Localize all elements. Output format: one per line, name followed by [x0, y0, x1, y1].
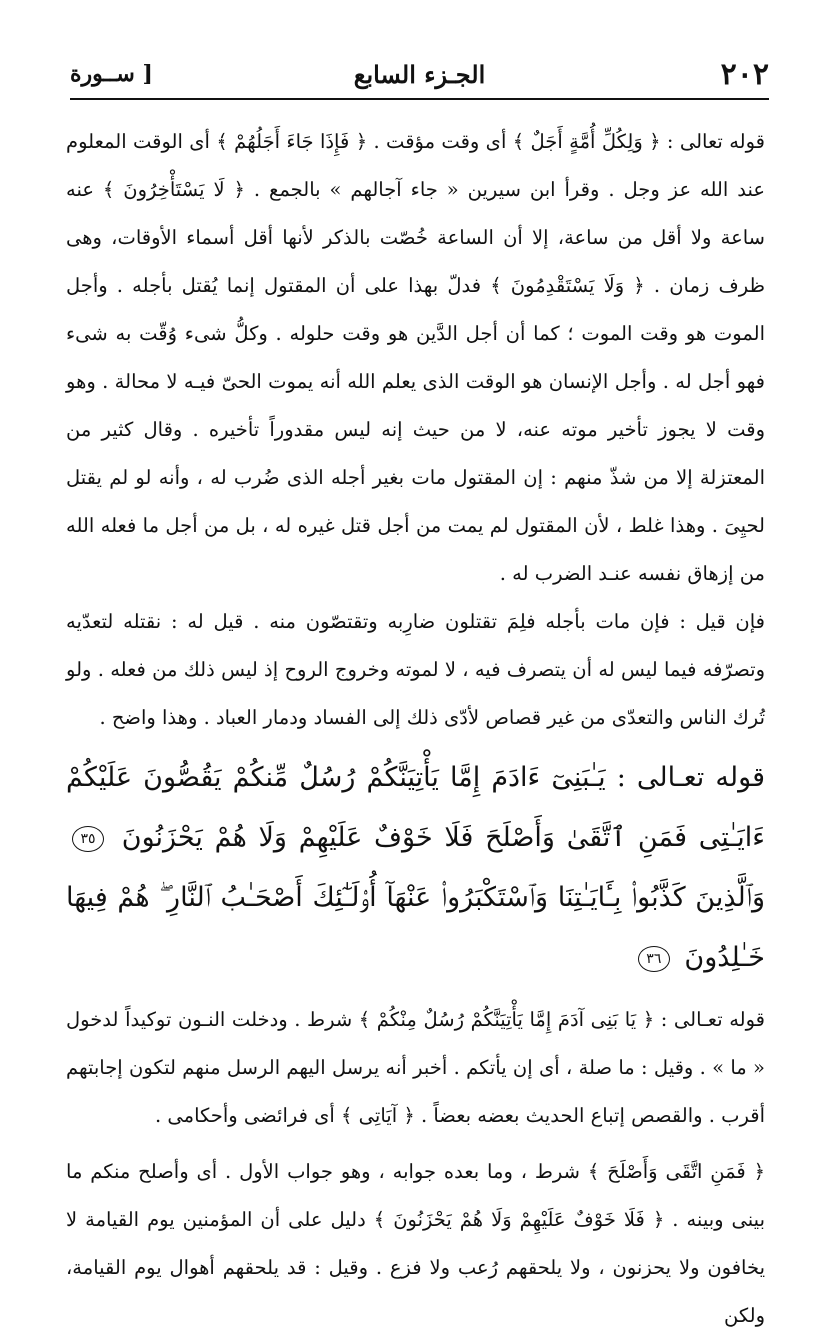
paragraph: قوله تعـالى : ﴿ يَا بَنِى آدَمَ إِمَّا يَأْتِيَنَّكُمْ رُسُلٌ مِنْكُمْ ﴾ شرط . ودخلت النـون توكيداً لدخول « ما » . وقيل : ما صلة ، أى إن يأتكم . أخبر أنه يرسل اليهم الرسل منهم لتكون إجابتهم أقرب . والقصص إتباع الحديث بعضه بعضاً . ﴿ آيَاتِى ﴾ أى فرائضى وأحكامى .	[66, 1008, 765, 1127]
paragraph: ﴿ فَمَنِ اتَّقَى وَأَصْلَحَ ﴾ شرط ، وما بعده جوابه ، وهو جواب الأول . أى وأصلح منكم ما بينى وبينه . ﴿ فَلَا خَوْفٌ عَلَيْهِمْ وَلَا هُمْ يَحْزَنُونَ ﴾ دليل على أن المؤمنين يوم القيامة لا يخافون ولا يحزنون ، ولا يلحقهم رُعب ولا فزع . وقيل : قد يلحقهم أهوال يوم القيامة، ولكن	[66, 1160, 765, 1327]
paragraph: قوله تعالى : ﴿ وَلِكُلِّ أُمَّةٍ أَجَلٌ ﴾ أى وقت مؤقت . ﴿ فَإِذَا جَاءَ أَجَلُهُمْ ﴾ أى الوقت المعلوم عند الله عز وجل . وقرأ ابن سيرين « جاء آجالهم » بالجمع . ﴿ لَا يَسْتَأْخِرُونَ ﴾ عنه ساعة ولا أقل من ساعة، إلا أن الساعة خُصّت بالذكر لأنها أقل أسماء الأوقات، وهى ظرف زمان . ﴿ وَلَا يَسْتَقْدِمُونَ ﴾ فدلّ بهذا على أن المقتول إنما يُقتل بأجله . وأجل الموت هو وقت الموت ؛ كما أن أجل الدَّين هو وقت حلوله . وكلُّ شىء وُقّت به شىء فهو أجل له . وأجل الإنسان هو الوقت الذى يعلم الله أنه يموت الحىّ فيـه لا محالة . وهو وقت لا يجوز تأخير موته عنه، لا من حيث إنه ليس مقدوراً تأخيره . وقال كثير من المعتزلة إلا من شذّ منهم : إن المقتول مات بغير أجله الذى ضُرب له ، وأنه لو لم يقتل لحيِىَ . وهذا غلط ، لأن المقتول لم يمت من أجل قتل غيره له ، بل من أجل ما فعله الله من إزهاق نفسه عنـد الضرب له .	[66, 130, 765, 585]
paragraph-gap	[66, 1140, 765, 1148]
verse-text: يَـٰبَنِىٓ ءَادَمَ إِمَّا يَأْتِيَنَّكُمْ رُسُلٌ مِّنكُمْ يَقُصُّونَ عَلَيْكُمْ ءَايَـٰتِى فَمَنِ ٱتَّقَىٰ وَأَصْلَحَ فَلَا خَوْفٌ عَلَيْهِمْ وَلَا هُمْ يَحْزَنُونَ	[66, 762, 765, 853]
surah-label: [ ســورة	[70, 61, 153, 87]
verse-lead: قوله تعـالى :	[616, 762, 765, 793]
page-number: ٢٠٢	[720, 56, 769, 92]
tafsir-top	[66, 118, 765, 742]
verse-text: وَٱلَّذِينَ كَذَّبُوا۟ بِـَٔايَـٰتِنَا وَٱسْتَكْبَرُوا۟ عَنْهَآ أُو۟لَـٰٓئِكَ أَصْحَـٰبُ ٱلنَّارِ ۖ هُمْ فِيهَا خَـٰلِدُونَ	[66, 882, 765, 973]
ayah-number-marker: ٣٥	[72, 826, 104, 852]
paragraph: فإن قيل : فإن مات بأجله فلِمَ تقتلون ضارِبه وتقتصّون منه . قيل له : نقتله لتعدّيه وتصرّفه فيما ليس له أن يتصرف فيه ، لا لموته وخروج الروح إذ ليس ذلك من فعله . ولو تُرك الناس والتعدّى من غير قصاص لأدّى ذلك إلى الفساد ودمار العباد . وهذا واضح .	[66, 610, 765, 729]
quran-verses	[66, 748, 765, 988]
ayah-number-marker: ٣٦	[638, 946, 670, 972]
part-title: الجـزء السابع	[353, 59, 486, 89]
page-body	[66, 118, 765, 1340]
tafsir-bottom	[66, 996, 765, 1340]
page-header	[70, 50, 769, 100]
